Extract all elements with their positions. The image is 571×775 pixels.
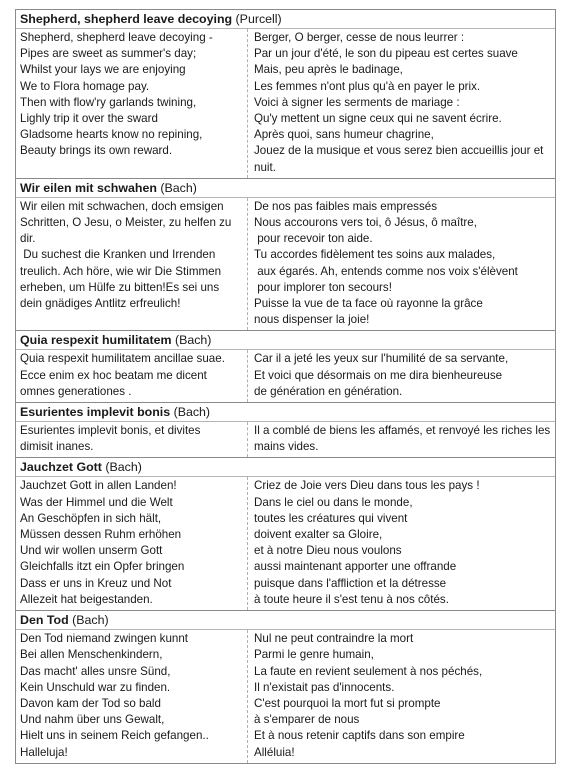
translation-line: pour recevoir ton aide. bbox=[254, 232, 373, 246]
translation-line: Il a comblé de biens les affamés, et renvoyé les riches les mains vides. bbox=[254, 424, 554, 454]
original-lyrics-column bbox=[16, 350, 247, 402]
translation-line: Car il a jeté les yeux sur l'humilité de sa servante, bbox=[254, 352, 509, 366]
song-heading bbox=[16, 611, 555, 630]
translation-line: pour implorer ton secours! bbox=[254, 280, 392, 294]
original-lyrics-column bbox=[16, 477, 247, 610]
song-composer: (Bach) bbox=[72, 613, 109, 628]
song-lyrics bbox=[16, 29, 555, 178]
song-section bbox=[15, 611, 556, 764]
lyrics-translation-table bbox=[15, 9, 556, 764]
original-lyric-line: Und nahm über uns Gewalt, bbox=[20, 713, 165, 727]
song-lyrics bbox=[16, 198, 555, 331]
translation-line: Berger, O berger, cesse de nous leurrer : bbox=[254, 31, 465, 44]
original-lyric-line: Gladsome hearts know no repining, bbox=[20, 128, 203, 142]
translation-line: Jouez de la musique et vous serez bien accueillis jour et nuit. bbox=[254, 144, 547, 174]
original-lyric-line: Pipes are sweet as summer's day; bbox=[20, 47, 197, 61]
translation-line: toutes les créatures qui vivent bbox=[254, 511, 408, 525]
translation-line: Mais, peu après le badinage, bbox=[254, 63, 403, 77]
translation-line: La faute en revient seulement à nos péchés, bbox=[254, 664, 483, 678]
song-title: Shepherd, shepherd leave decoying bbox=[20, 12, 233, 26]
translation-line: aux égarés. Ah, entends comme nos voix s'élèvent bbox=[254, 264, 518, 278]
original-lyric-line: Jauchzet Gott in allen Landen! bbox=[20, 479, 177, 493]
translation-line: De nos pas faibles mais empressés bbox=[254, 199, 438, 213]
original-lyric-line: Beauty brings its own reward. bbox=[20, 144, 173, 158]
translation-line: aussi maintenant apporter une offrande bbox=[254, 560, 457, 574]
original-lyric-line: Das macht' alles unsre Sünd, bbox=[20, 664, 171, 678]
french-translation-column bbox=[247, 29, 555, 178]
original-lyrics-column bbox=[16, 630, 247, 763]
original-lyric-line: Schritten, O Jesu, o Meister, zu helfen zu bbox=[20, 216, 232, 230]
song-composer: (Bach) bbox=[160, 180, 197, 195]
original-lyric-line: Müssen dessen Ruhm erhöhen bbox=[20, 528, 182, 542]
translation-line: C'est pourquoi la mort fut si prompte bbox=[254, 696, 441, 710]
original-lyrics-column bbox=[16, 198, 247, 331]
translation-line: Tu accordes fidèlement tes soins aux malades, bbox=[254, 248, 496, 262]
original-lyric-line: Hielt uns in seinem Reich gefangen.. bbox=[20, 729, 209, 743]
original-lyrics-column bbox=[16, 29, 247, 178]
translation-line: Qu'y mettent un signe ceux qui ne savent écrire. bbox=[254, 112, 502, 126]
original-lyric-line: treulich. Ach höre, wie wir Die Stimmen bbox=[20, 264, 222, 278]
translation-line: puisque dans l'affliction et la détresse bbox=[254, 576, 447, 590]
original-lyric-line: Du suchest die Kranken und Irrenden bbox=[20, 248, 216, 262]
french-translation-column bbox=[247, 422, 555, 457]
original-lyric-line: Lighly trip it over the sward bbox=[20, 112, 158, 126]
translation-line: et à notre Dieu nous voulons bbox=[254, 544, 402, 558]
translation-line: à s'emparer de nous bbox=[254, 713, 360, 727]
french-translation-column bbox=[247, 477, 555, 610]
song-section bbox=[15, 403, 556, 458]
translation-line: Parmi le genre humain, bbox=[254, 648, 374, 662]
song-lyrics bbox=[16, 630, 555, 763]
song-lyrics bbox=[16, 350, 555, 402]
song-section bbox=[15, 331, 556, 403]
song-heading bbox=[16, 331, 555, 350]
song-composer: (Bach) bbox=[105, 460, 142, 475]
french-translation-column bbox=[247, 198, 555, 331]
original-lyric-line: erheben, um Hülfe zu bitten!Es sei uns bbox=[20, 280, 220, 294]
song-heading bbox=[16, 403, 555, 422]
original-lyric-line: dir. bbox=[20, 232, 36, 246]
song-lyrics bbox=[16, 422, 555, 457]
original-lyric-line: Esurientes implevit bonis, et divites bbox=[20, 424, 201, 438]
original-lyric-line: Gleichfalls itzt ein Opfer bringen bbox=[20, 560, 185, 574]
translation-line: Et voici que désormais on me dira bienheureuse bbox=[254, 368, 503, 382]
original-lyric-line: Wir eilen mit schwachen, doch emsigen bbox=[20, 199, 224, 213]
song-section bbox=[15, 179, 556, 332]
translation-line: Après quoi, sans humeur chagrine, bbox=[254, 128, 434, 142]
translation-line: Alléluia! bbox=[254, 745, 295, 759]
translation-line: Dans le ciel ou dans le monde, bbox=[254, 495, 413, 509]
original-lyric-line: Davon kam der Tod so bald bbox=[20, 696, 161, 710]
original-lyric-line: omnes generationes . bbox=[20, 384, 132, 398]
original-lyric-line: An Geschöpfen in sich hält, bbox=[20, 511, 162, 525]
original-lyric-line: Den Tod niemand zwingen kunnt bbox=[20, 632, 189, 646]
original-lyric-line: Bei allen Menschenkindern, bbox=[20, 648, 163, 662]
song-title: Wir eilen mit schwahen bbox=[20, 180, 157, 195]
translation-line: Nous accourons vers toi, ô Jésus, ô maître, bbox=[254, 216, 477, 230]
original-lyric-line: We to Flora homage pay. bbox=[20, 79, 150, 93]
song-heading bbox=[16, 458, 555, 477]
song-composer: (Bach) bbox=[173, 405, 211, 420]
original-lyric-line: Then with flow'ry garlands twining, bbox=[20, 95, 197, 109]
original-lyric-line: Halleluja! bbox=[20, 745, 68, 759]
original-lyric-line: Whilst your lays we are enjoying bbox=[20, 63, 186, 77]
translation-line: Voici à signer les serments de mariage : bbox=[254, 95, 460, 109]
french-translation-column bbox=[247, 350, 555, 402]
translation-line: de génération en génération. bbox=[254, 384, 403, 398]
original-lyric-line: Allezeit hat beigestanden. bbox=[20, 592, 153, 606]
original-lyrics-column bbox=[16, 422, 247, 457]
translation-line: Nul ne peut contraindre la mort bbox=[254, 632, 414, 646]
original-lyric-line: dimisit inanes. bbox=[20, 440, 94, 454]
song-title: Quia respexit humilitatem bbox=[20, 333, 172, 348]
translation-line: à toute heure il s'est tenu à nos côtés. bbox=[254, 592, 449, 606]
song-heading bbox=[16, 10, 555, 29]
original-lyric-line: Dass er uns in Kreuz und Not bbox=[20, 576, 172, 590]
original-lyric-line: Was der Himmel und die Welt bbox=[20, 495, 173, 509]
translation-line: Il n'existait pas d'innocents. bbox=[254, 680, 395, 694]
translation-line: Par un jour d'été, le son du pipeau est certes suave bbox=[254, 47, 518, 61]
original-lyric-line: Kein Unschuld war zu finden. bbox=[20, 680, 171, 694]
original-lyric-line: Shepherd, shepherd leave decoying - bbox=[20, 31, 213, 44]
translation-line: Puisse la vue de ta face où rayonne la grâce bbox=[254, 297, 483, 311]
song-lyrics bbox=[16, 477, 555, 610]
translation-line: Et à nous retenir captifs dans son empire bbox=[254, 729, 465, 743]
song-section bbox=[15, 458, 556, 611]
song-title: Den Tod bbox=[20, 613, 69, 628]
translation-line: nous dispenser la joie! bbox=[254, 313, 370, 327]
french-translation-column bbox=[247, 630, 555, 763]
translation-line: doivent exalter sa Gloire, bbox=[254, 528, 383, 542]
song-composer: (Bach) bbox=[174, 333, 212, 348]
translation-line: Criez de Joie vers Dieu dans tous les pays ! bbox=[254, 479, 480, 493]
song-title: Esurientes implevit bonis bbox=[20, 405, 171, 420]
translation-line: Les femmes n'ont plus qu'à en payer le prix. bbox=[254, 79, 481, 93]
original-lyric-line: Und wir wollen unserm Gott bbox=[20, 544, 163, 558]
original-lyric-line: Quia respexit humilitatem ancillae suae. bbox=[20, 352, 225, 366]
original-lyric-line: dein gnädiges Antlitz erfreulich! bbox=[20, 297, 181, 311]
song-section bbox=[15, 10, 556, 179]
song-title: Jauchzet Gott bbox=[20, 460, 102, 475]
original-lyric-line: Ecce enim ex hoc beatam me dicent bbox=[20, 368, 207, 382]
song-composer: (Purcell) bbox=[235, 12, 282, 26]
song-heading bbox=[16, 179, 555, 198]
